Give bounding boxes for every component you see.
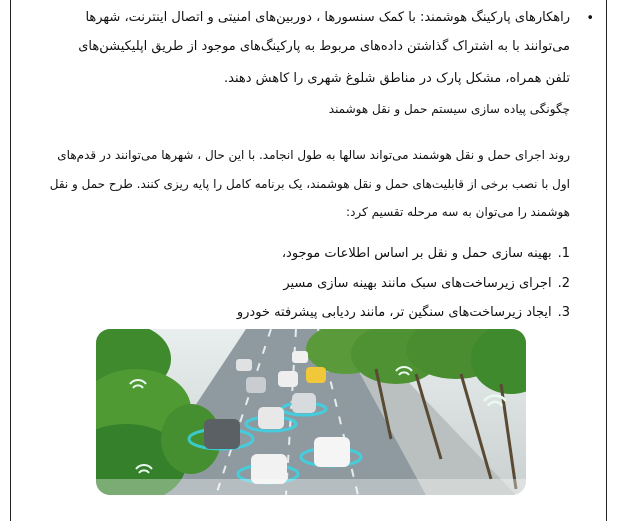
list-item-text: بهینه سازی حمل و نقل بر اساس اطلاعات موجود، xyxy=(281,246,552,261)
section-heading: چگونگی پیاده سازی سیستم حمل و نقل هوشمند xyxy=(328,102,570,116)
paragraph-line: هوشمند را می‌توان به سه مرحله تقسیم کرد: xyxy=(346,205,570,219)
paragraph-line: روند اجرای حمل و نقل هوشمند می‌تواند سالها به طول انجامد. با این حال ، شهرها می‌توانند در قدم‌های xyxy=(57,148,570,162)
list-item xyxy=(282,245,570,263)
paragraph-line: می‌توانند با به اشتراک گذاشتن داده‌های مربوط به پارکینگ‌های موجود از طریق اپلیکیشن‌های xyxy=(78,39,570,54)
smart-traffic-illustration xyxy=(96,329,526,495)
list-item-text: ایجاد زیرساخت‌های سنگین تر، مانند ردیابی پیشرفته خودرو xyxy=(236,305,552,320)
list-number: 3. xyxy=(557,305,570,320)
document-page xyxy=(10,0,607,521)
list-item xyxy=(237,304,570,322)
paragraph-line: اول با نصب برخی از قابلیت‌های حمل و نقل هوشمند، یک برنامه کامل را پایه ریزی کنند. طرح حمل و نقل xyxy=(49,177,570,191)
bullet-point: • xyxy=(586,11,594,26)
paragraph-line: تلفن همراه، مشکل پارک در مناطق شلوغ شهری را کاهش دهند. xyxy=(224,71,570,86)
list-number: 1. xyxy=(557,246,570,261)
smart-traffic-photo xyxy=(96,329,526,495)
list-number: 2. xyxy=(557,276,570,291)
list-item-text: اجرای زیرساخت‌های سبک مانند بهینه سازی مسیر xyxy=(283,276,552,291)
list-item xyxy=(283,275,570,293)
paragraph-line: راهکارهای پارکینگ هوشمند: با کمک سنسورها ، دوربین‌های امنیتی و اتصال اینترنت، شهرها xyxy=(85,10,570,25)
